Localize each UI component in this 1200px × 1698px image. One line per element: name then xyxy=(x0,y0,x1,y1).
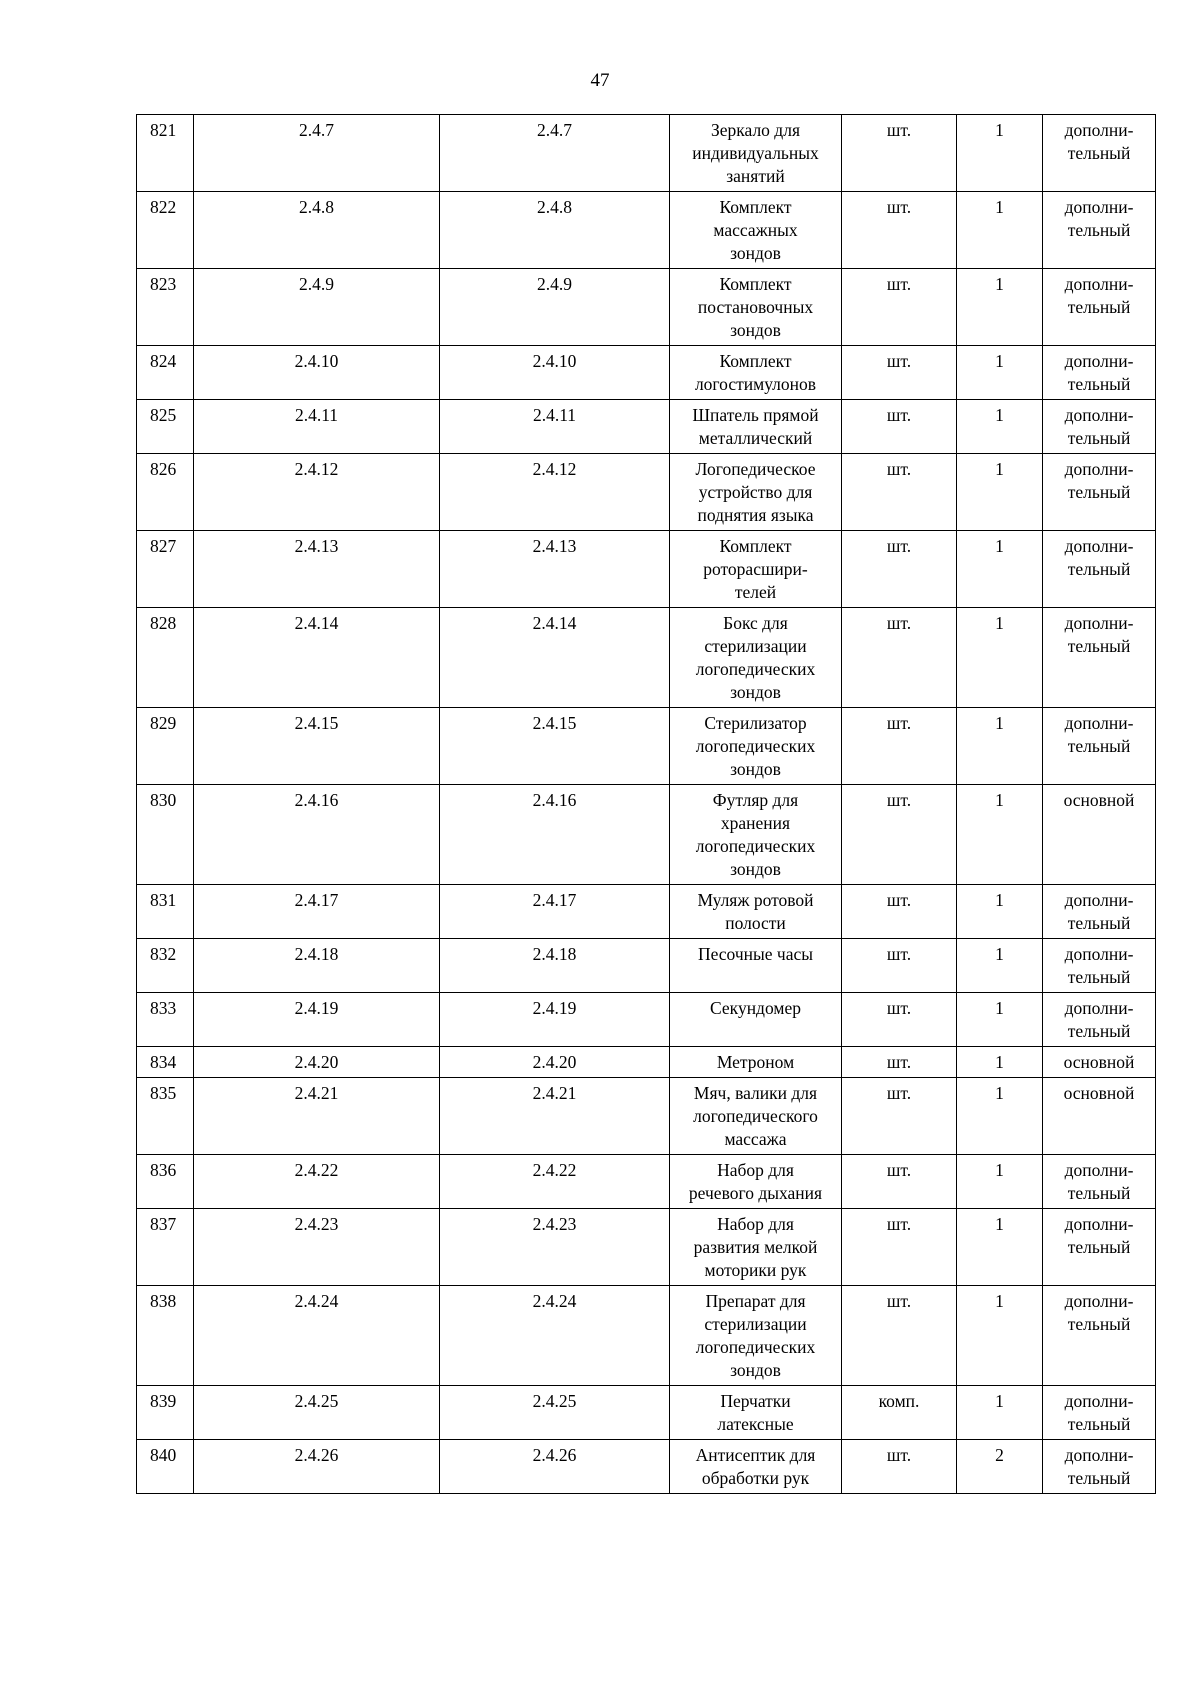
type-cell xyxy=(1043,1209,1156,1286)
quantity-cell: 1 xyxy=(957,993,1043,1047)
row-number-cell: 834 xyxy=(137,1047,194,1078)
code-alt-cell: 2.4.10 xyxy=(440,346,670,400)
code-cell: 2.4.25 xyxy=(194,1386,440,1440)
unit-cell: шт. xyxy=(842,993,957,1047)
table-row xyxy=(137,885,1156,939)
code-cell: 2.4.9 xyxy=(194,269,440,346)
quantity-cell: 1 xyxy=(957,939,1043,993)
item-name-cell xyxy=(670,400,842,454)
code-cell: 2.4.26 xyxy=(194,1440,440,1494)
code-cell: 2.4.24 xyxy=(194,1286,440,1386)
quantity-cell: 1 xyxy=(957,1286,1043,1386)
item-name-cell xyxy=(670,1386,842,1440)
code-cell: 2.4.7 xyxy=(194,115,440,192)
item-name-cell xyxy=(670,115,842,192)
code-alt-cell: 2.4.19 xyxy=(440,993,670,1047)
table-row xyxy=(137,1155,1156,1209)
type-line: тельный xyxy=(1067,913,1131,933)
quantity-cell: 1 xyxy=(957,708,1043,785)
item-name-line: зондов xyxy=(730,243,781,263)
type-line: дополни- xyxy=(1064,536,1134,556)
row-number-cell: 829 xyxy=(137,708,194,785)
item-name-line: логостимулонов xyxy=(694,374,817,394)
item-name-cell xyxy=(670,1209,842,1286)
item-name-cell xyxy=(670,885,842,939)
item-name-cell xyxy=(670,1286,842,1386)
type-line: тельный xyxy=(1067,559,1131,579)
row-number-cell: 828 xyxy=(137,608,194,708)
quantity-cell: 1 xyxy=(957,608,1043,708)
table-row xyxy=(137,400,1156,454)
code-cell: 2.4.22 xyxy=(194,1155,440,1209)
quantity-cell: 1 xyxy=(957,1078,1043,1155)
type-line: дополни- xyxy=(1064,405,1134,425)
item-name-line: логопедических xyxy=(695,1337,816,1357)
quantity-cell: 1 xyxy=(957,1386,1043,1440)
table-row xyxy=(137,939,1156,993)
type-line: тельный xyxy=(1067,1183,1131,1203)
code-alt-cell: 2.4.12 xyxy=(440,454,670,531)
type-cell xyxy=(1043,454,1156,531)
code-cell: 2.4.17 xyxy=(194,885,440,939)
quantity-cell: 1 xyxy=(957,192,1043,269)
quantity-cell: 1 xyxy=(957,785,1043,885)
row-number-cell: 839 xyxy=(137,1386,194,1440)
type-line: дополни- xyxy=(1064,197,1134,217)
item-name-line: Комплект xyxy=(719,274,792,294)
item-name-cell xyxy=(670,454,842,531)
row-number-cell: 823 xyxy=(137,269,194,346)
item-name-cell xyxy=(670,708,842,785)
unit-cell: шт. xyxy=(842,115,957,192)
type-cell xyxy=(1043,608,1156,708)
type-line: дополни- xyxy=(1064,274,1134,294)
code-alt-cell: 2.4.7 xyxy=(440,115,670,192)
code-alt-cell: 2.4.24 xyxy=(440,1286,670,1386)
table-row xyxy=(137,1386,1156,1440)
type-cell xyxy=(1043,1155,1156,1209)
item-name-line: речевого дыхания xyxy=(688,1183,823,1203)
table-row xyxy=(137,1047,1156,1078)
type-line: тельный xyxy=(1067,1237,1131,1257)
type-cell xyxy=(1043,785,1156,885)
row-number-cell: 821 xyxy=(137,115,194,192)
row-number-cell: 832 xyxy=(137,939,194,993)
item-name-line: логопедических xyxy=(695,836,816,856)
code-alt-cell: 2.4.8 xyxy=(440,192,670,269)
code-cell: 2.4.19 xyxy=(194,993,440,1047)
quantity-cell: 1 xyxy=(957,1155,1043,1209)
item-name-line: массажа xyxy=(724,1129,787,1149)
unit-cell: шт. xyxy=(842,454,957,531)
table-row xyxy=(137,993,1156,1047)
item-name-line: зондов xyxy=(730,759,781,779)
item-name-line: зондов xyxy=(730,859,781,879)
row-number-cell: 840 xyxy=(137,1440,194,1494)
unit-cell: шт. xyxy=(842,1440,957,1494)
type-line: тельный xyxy=(1067,967,1131,987)
item-name-cell xyxy=(670,993,842,1047)
row-number-cell: 830 xyxy=(137,785,194,885)
table-row xyxy=(137,1440,1156,1494)
quantity-cell: 1 xyxy=(957,1209,1043,1286)
item-name-line: Комплект xyxy=(719,197,792,217)
item-name-line: обработки рук xyxy=(701,1468,810,1488)
row-number-cell: 838 xyxy=(137,1286,194,1386)
item-name-line: Бокс для xyxy=(723,613,788,633)
item-name-line: Метроном xyxy=(716,1052,795,1072)
type-cell xyxy=(1043,192,1156,269)
item-name-line: устройство для xyxy=(698,482,813,502)
row-number-cell: 827 xyxy=(137,531,194,608)
code-cell: 2.4.11 xyxy=(194,400,440,454)
unit-cell: шт. xyxy=(842,400,957,454)
type-line: тельный xyxy=(1067,1414,1131,1434)
table-row xyxy=(137,785,1156,885)
item-name-line: металлический xyxy=(698,428,813,448)
type-cell xyxy=(1043,708,1156,785)
code-alt-cell: 2.4.23 xyxy=(440,1209,670,1286)
unit-cell: шт. xyxy=(842,192,957,269)
item-name-cell xyxy=(670,1440,842,1494)
table-row xyxy=(137,115,1156,192)
unit-cell: шт. xyxy=(842,785,957,885)
code-alt-cell: 2.4.18 xyxy=(440,939,670,993)
unit-cell: шт. xyxy=(842,269,957,346)
type-line: тельный xyxy=(1067,1314,1131,1334)
type-line: тельный xyxy=(1067,736,1131,756)
row-number-cell: 822 xyxy=(137,192,194,269)
code-cell: 2.4.21 xyxy=(194,1078,440,1155)
row-number-cell: 826 xyxy=(137,454,194,531)
quantity-cell: 1 xyxy=(957,269,1043,346)
item-name-cell xyxy=(670,1155,842,1209)
type-line: дополни- xyxy=(1064,1445,1134,1465)
table-row xyxy=(137,1286,1156,1386)
quantity-cell: 1 xyxy=(957,346,1043,400)
quantity-cell: 1 xyxy=(957,115,1043,192)
type-cell xyxy=(1043,269,1156,346)
type-cell xyxy=(1043,993,1156,1047)
type-cell xyxy=(1043,115,1156,192)
table-row xyxy=(137,708,1156,785)
table-row xyxy=(137,531,1156,608)
type-line: тельный xyxy=(1067,482,1131,502)
item-name-line: зондов xyxy=(730,320,781,340)
code-cell: 2.4.14 xyxy=(194,608,440,708)
equipment-table xyxy=(136,114,1156,1494)
type-line: дополни- xyxy=(1064,613,1134,633)
unit-cell: шт. xyxy=(842,885,957,939)
quantity-cell: 1 xyxy=(957,885,1043,939)
item-name-cell xyxy=(670,346,842,400)
table-row xyxy=(137,346,1156,400)
type-line: дополни- xyxy=(1064,351,1134,371)
type-cell xyxy=(1043,939,1156,993)
item-name-line: занятий xyxy=(726,166,785,186)
type-line: тельный xyxy=(1067,1021,1131,1041)
row-number-cell: 837 xyxy=(137,1209,194,1286)
type-line: основной xyxy=(1063,790,1135,810)
item-name-line: логопедических xyxy=(695,659,816,679)
item-name-line: латексные xyxy=(717,1414,794,1434)
item-name-line: Шпатель прямой xyxy=(692,405,819,425)
type-line: тельный xyxy=(1067,143,1131,163)
item-name-line: хранения xyxy=(720,813,791,833)
type-line: основной xyxy=(1063,1083,1135,1103)
type-line: дополни- xyxy=(1064,1391,1134,1411)
type-line: тельный xyxy=(1067,428,1131,448)
row-number-cell: 835 xyxy=(137,1078,194,1155)
item-name-line: массажных xyxy=(713,220,798,240)
type-line: дополни- xyxy=(1064,998,1134,1018)
code-alt-cell: 2.4.14 xyxy=(440,608,670,708)
type-line: дополни- xyxy=(1064,1214,1134,1234)
unit-cell: шт. xyxy=(842,346,957,400)
page-number: 47 xyxy=(590,70,610,91)
item-name-line: Футляр для xyxy=(712,790,799,810)
row-number-cell: 833 xyxy=(137,993,194,1047)
code-cell: 2.4.10 xyxy=(194,346,440,400)
quantity-cell: 1 xyxy=(957,1047,1043,1078)
type-cell xyxy=(1043,1047,1156,1078)
item-name-line: Набор для xyxy=(717,1214,794,1234)
type-line: дополни- xyxy=(1064,944,1134,964)
table-row xyxy=(137,192,1156,269)
item-name-line: зондов xyxy=(730,682,781,702)
code-cell: 2.4.15 xyxy=(194,708,440,785)
code-cell: 2.4.12 xyxy=(194,454,440,531)
code-cell: 2.4.13 xyxy=(194,531,440,608)
code-alt-cell: 2.4.17 xyxy=(440,885,670,939)
item-name-cell xyxy=(670,608,842,708)
code-alt-cell: 2.4.22 xyxy=(440,1155,670,1209)
type-line: дополни- xyxy=(1064,459,1134,479)
row-number-cell: 824 xyxy=(137,346,194,400)
type-line: тельный xyxy=(1067,374,1131,394)
code-alt-cell: 2.4.16 xyxy=(440,785,670,885)
type-line: тельный xyxy=(1067,1468,1131,1488)
item-name-line: Комплект xyxy=(719,536,792,556)
code-alt-cell: 2.4.20 xyxy=(440,1047,670,1078)
code-alt-cell: 2.4.26 xyxy=(440,1440,670,1494)
unit-cell: шт. xyxy=(842,1047,957,1078)
code-alt-cell: 2.4.15 xyxy=(440,708,670,785)
item-name-line: постановочных xyxy=(697,297,814,317)
unit-cell: комп. xyxy=(842,1386,957,1440)
unit-cell: шт. xyxy=(842,708,957,785)
item-name-line: Перчатки xyxy=(720,1391,791,1411)
quantity-cell: 1 xyxy=(957,454,1043,531)
unit-cell: шт. xyxy=(842,1209,957,1286)
unit-cell: шт. xyxy=(842,531,957,608)
table-row xyxy=(137,1209,1156,1286)
type-cell xyxy=(1043,1386,1156,1440)
type-cell xyxy=(1043,531,1156,608)
type-line: тельный xyxy=(1067,220,1131,240)
type-line: основной xyxy=(1063,1052,1135,1072)
code-alt-cell: 2.4.13 xyxy=(440,531,670,608)
item-name-line: моторики рук xyxy=(704,1260,807,1280)
code-cell: 2.4.8 xyxy=(194,192,440,269)
unit-cell: шт. xyxy=(842,1155,957,1209)
type-cell xyxy=(1043,1440,1156,1494)
item-name-line: стерилизации xyxy=(704,1314,807,1334)
item-name-cell xyxy=(670,939,842,993)
type-line: дополни- xyxy=(1064,120,1134,140)
type-cell xyxy=(1043,1286,1156,1386)
unit-cell: шт. xyxy=(842,1286,957,1386)
item-name-cell xyxy=(670,269,842,346)
code-cell: 2.4.18 xyxy=(194,939,440,993)
type-line: дополни- xyxy=(1064,713,1134,733)
unit-cell: шт. xyxy=(842,1078,957,1155)
item-name-cell xyxy=(670,1047,842,1078)
item-name-line: поднятия языка xyxy=(697,505,814,525)
item-name-cell xyxy=(670,785,842,885)
type-line: дополни- xyxy=(1064,890,1134,910)
table-row xyxy=(137,608,1156,708)
row-number-cell: 836 xyxy=(137,1155,194,1209)
table-row xyxy=(137,1078,1156,1155)
item-name-line: Логопедическое xyxy=(695,459,816,479)
row-number-cell: 825 xyxy=(137,400,194,454)
item-name-line: индивидуальных xyxy=(692,143,819,163)
item-name-line: стерилизации xyxy=(704,636,807,656)
item-name-line: Стерилизатор xyxy=(704,713,807,733)
item-name-line: Мяч, валики для xyxy=(693,1083,818,1103)
item-name-line: зондов xyxy=(730,1360,781,1380)
type-cell xyxy=(1043,885,1156,939)
row-number-cell: 831 xyxy=(137,885,194,939)
item-name-line: Набор для xyxy=(717,1160,794,1180)
quantity-cell: 1 xyxy=(957,531,1043,608)
code-cell: 2.4.16 xyxy=(194,785,440,885)
item-name-line: полости xyxy=(725,913,786,933)
type-line: дополни- xyxy=(1064,1291,1134,1311)
item-name-line: Секундомер xyxy=(710,998,801,1018)
item-name-line: роторасшири- xyxy=(703,559,808,579)
type-line: тельный xyxy=(1067,297,1131,317)
item-name-line: логопедического xyxy=(693,1106,818,1126)
item-name-cell xyxy=(670,531,842,608)
item-name-line: Песочные часы xyxy=(697,944,814,964)
table-row xyxy=(137,454,1156,531)
type-line: дополни- xyxy=(1064,1160,1134,1180)
code-alt-cell: 2.4.11 xyxy=(440,400,670,454)
type-cell xyxy=(1043,346,1156,400)
quantity-cell: 2 xyxy=(957,1440,1043,1494)
item-name-line: логопедических xyxy=(695,736,816,756)
type-line: тельный xyxy=(1067,636,1131,656)
unit-cell: шт. xyxy=(842,608,957,708)
item-name-line: телей xyxy=(734,582,777,602)
item-name-cell xyxy=(670,1078,842,1155)
item-name-cell xyxy=(670,192,842,269)
table-row xyxy=(137,269,1156,346)
item-name-line: Препарат для xyxy=(705,1291,806,1311)
code-alt-cell: 2.4.25 xyxy=(440,1386,670,1440)
code-cell: 2.4.23 xyxy=(194,1209,440,1286)
quantity-cell: 1 xyxy=(957,400,1043,454)
code-alt-cell: 2.4.21 xyxy=(440,1078,670,1155)
item-name-line: Антисептик для xyxy=(695,1445,816,1465)
unit-cell: шт. xyxy=(842,939,957,993)
item-name-line: развития мелкой xyxy=(693,1237,818,1257)
item-name-line: Муляж ротовой xyxy=(697,890,814,910)
code-cell: 2.4.20 xyxy=(194,1047,440,1078)
item-name-line: Зеркало для xyxy=(711,120,800,140)
code-alt-cell: 2.4.9 xyxy=(440,269,670,346)
type-cell xyxy=(1043,400,1156,454)
type-cell xyxy=(1043,1078,1156,1155)
item-name-line: Комплект xyxy=(719,351,792,371)
